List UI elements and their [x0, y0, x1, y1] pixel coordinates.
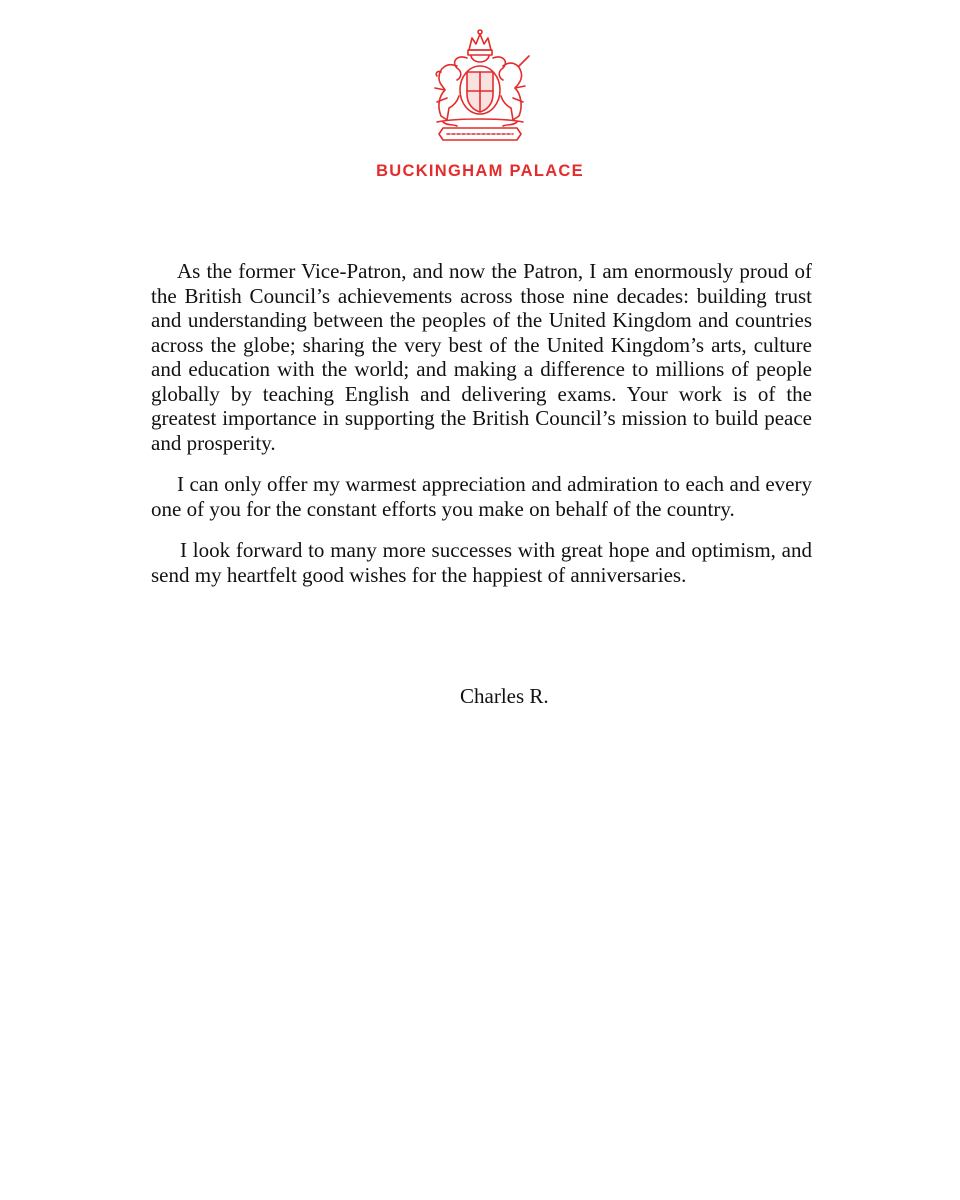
letter-body: [151, 259, 812, 604]
royal-coat-of-arms-icon: [417, 28, 543, 146]
letterhead-title: BUCKINGHAM PALACE: [376, 162, 584, 180]
paragraph: I look forward to many more successes with great hope and optimism, and send my heartfelt good wishes for the happiest of anniversaries.: [151, 538, 812, 587]
paragraph: As the former Vice-Patron, and now the Patron, I am enormously proud of the British Council’s achievements across those nine decades: building trust and understanding between the peoples of the United Kingdom and countries across the globe; sharing the very best of the United Kingdom’s arts, culture and education with the world; and making a difference to millions of people globally by teaching English and delivering exams. Your work is of the greatest importance in supporting the British Council’s mission to build peace and prosperity.: [151, 259, 812, 455]
signature: Charles R.: [460, 684, 549, 708]
paragraph: I can only offer my warmest appreciation and admiration to each and every one of you for the constant efforts you make on behalf of the country.: [151, 472, 812, 521]
